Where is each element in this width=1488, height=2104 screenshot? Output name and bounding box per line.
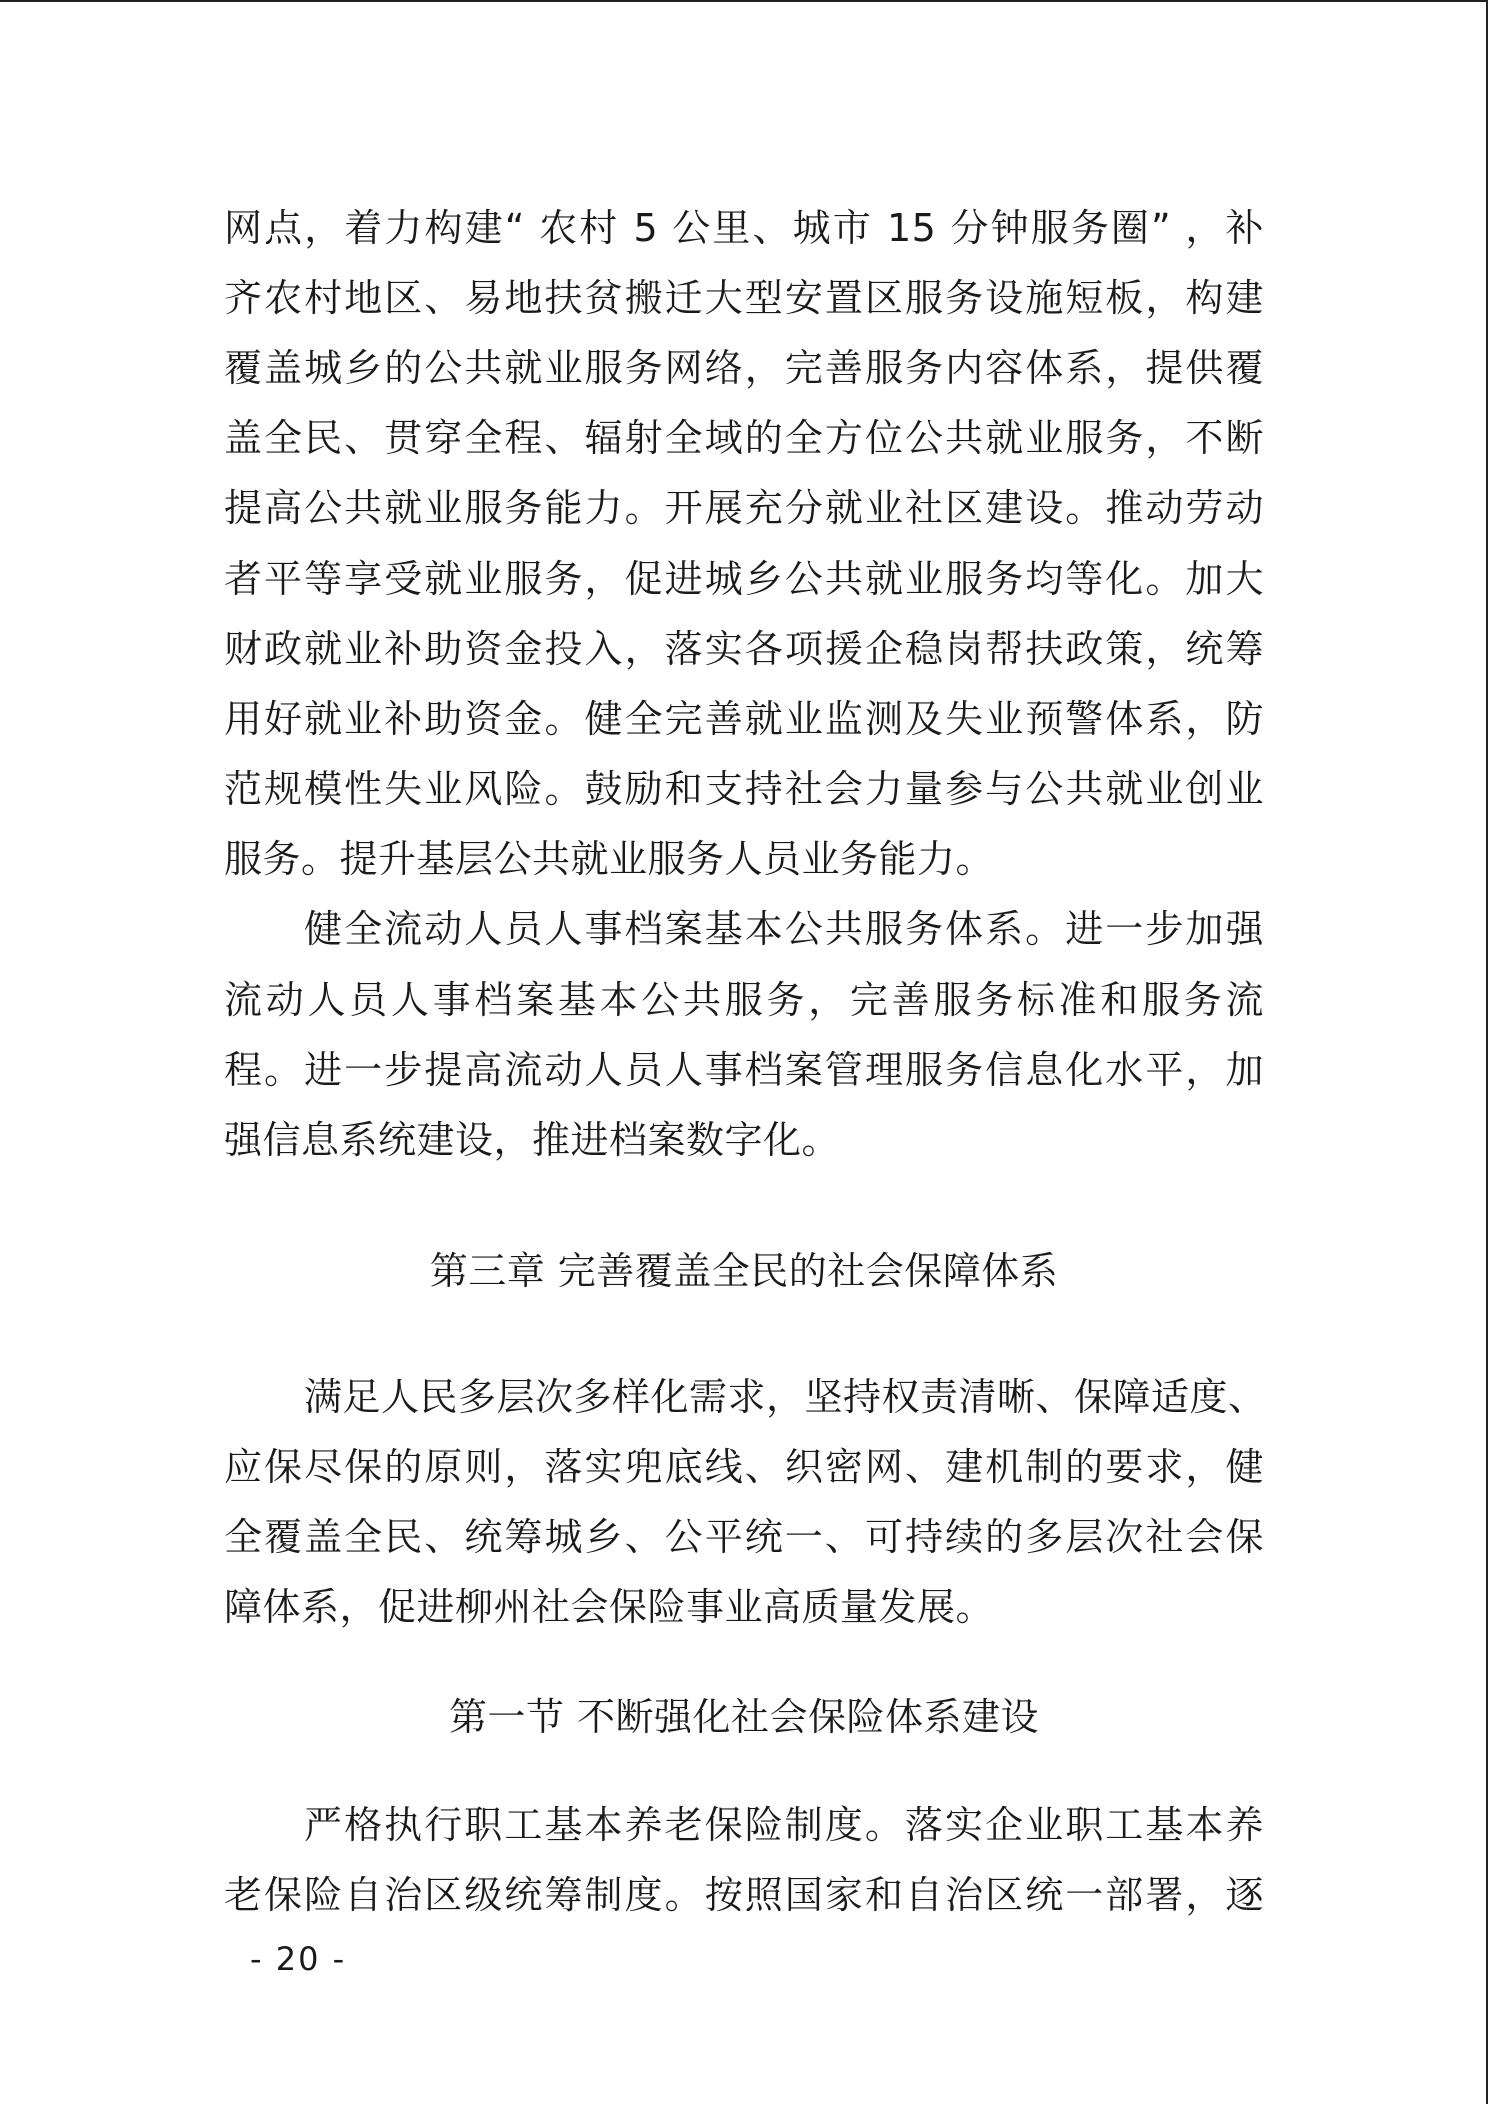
paragraph-line: 强信息系统建设，推进档案数字化。 xyxy=(224,1118,841,1162)
paragraph-line: 齐农村地区、易地扶贫搬迁大型安置区服务设施短板，构建 xyxy=(224,276,1264,320)
paragraph-line: 健全流动人员人事档案基本公共服务体系。进一步加强 xyxy=(304,907,1264,951)
paragraph-line: 用好就业补助资金。健全完善就业监测及失业预警体系，防 xyxy=(224,697,1264,741)
paragraph-line: 范规模性失业风险。鼓励和支持社会力量参与公共就业创业 xyxy=(224,767,1264,811)
paragraph-line: 严格执行职工基本养老保险制度。落实企业职工基本养 xyxy=(304,1803,1264,1847)
paragraph-line: 程。进一步提高流动人员人事档案管理服务信息化水平，加 xyxy=(224,1048,1264,1092)
paragraph-line: 财政就业补助资金投入，落实各项援企稳岗帮扶政策，统筹 xyxy=(224,627,1264,671)
section-heading: 第一节 不断强化社会保险体系建设 xyxy=(448,1695,1040,1739)
paragraph-line: 流动人员人事档案基本公共服务，完善服务标准和服务流 xyxy=(224,978,1264,1022)
paragraph-line: 覆盖城乡的公共就业服务网络，完善服务内容体系，提供覆 xyxy=(224,346,1264,390)
paragraph-line: 障体系，促进柳州社会保险事业高质量发展。 xyxy=(224,1585,995,1629)
paragraph-line: 全覆盖全民、统筹城乡、公平统一、可持续的多层次社会保 xyxy=(224,1515,1264,1559)
paragraph-line: 应保尽保的原则，落实兜底线、织密网、建机制的要求，健 xyxy=(224,1445,1264,1489)
paragraph-line: 者平等享受就业服务，促进城乡公共就业服务均等化。加大 xyxy=(224,557,1264,601)
page-number: - 20 - xyxy=(250,1940,347,1978)
paragraph-line: 满足人民多层次多样化需求，坚持权责清晰、保障适度、 xyxy=(304,1375,1267,1419)
paragraph-line: 老保险自治区级统筹制度。按照国家和自治区统一部署，逐 xyxy=(224,1873,1264,1917)
chapter-heading: 第三章 完善覆盖全民的社会保障体系 xyxy=(429,1249,1059,1293)
paragraph-line: 服务。提升基层公共就业服务人员业务能力。 xyxy=(224,837,995,881)
paragraph-line: 提高公共就业服务能力。开展充分就业社区建设。推动劳动 xyxy=(224,486,1264,530)
paragraph-line: 网点，着力构建“ 农村 5 公里、城市 15 分钟服务圈” ，补 xyxy=(224,206,1264,250)
paragraph-line: 盖全民、贯穿全程、辐射全域的全方位公共就业服务，不断 xyxy=(224,416,1264,460)
